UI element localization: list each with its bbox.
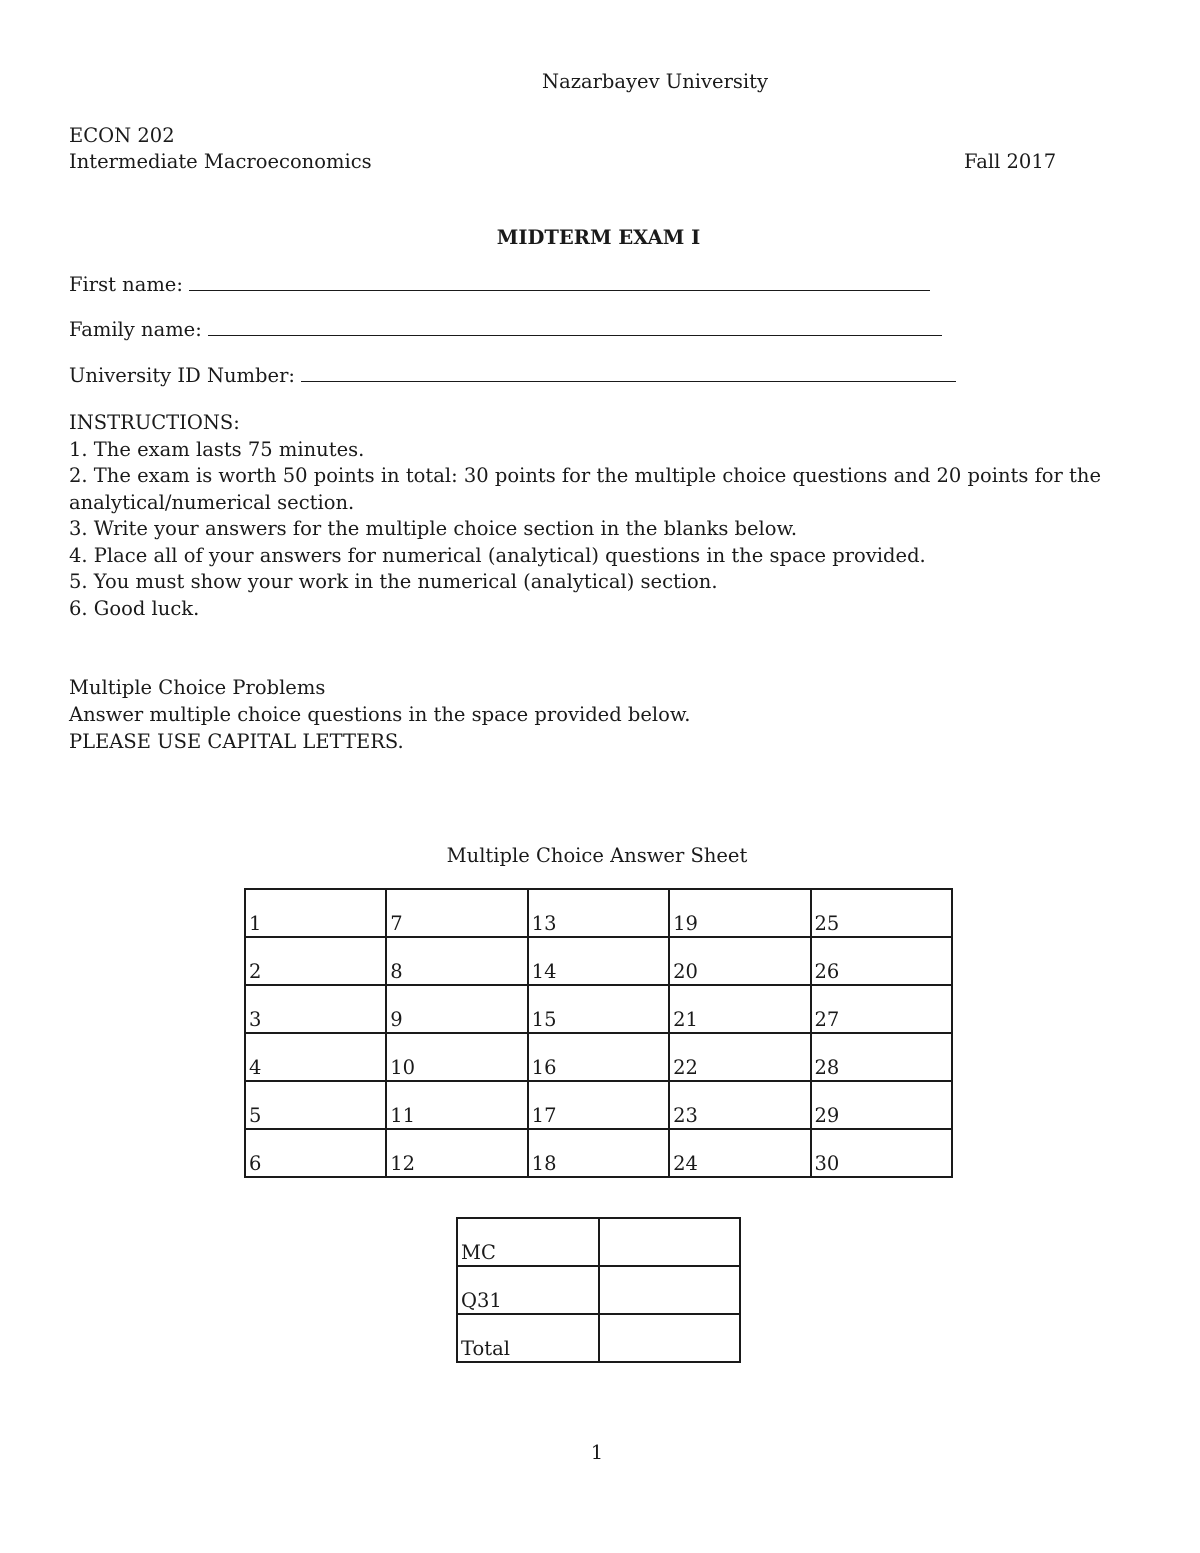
score-row	[457, 1266, 740, 1314]
instructions-heading: INSTRUCTIONS:	[69, 411, 240, 434]
answer-row	[245, 1081, 952, 1129]
answer-cell[interactable]: 8	[386, 937, 527, 985]
answer-cell[interactable]: 4	[245, 1033, 386, 1081]
page-number: 1	[590, 1441, 604, 1464]
answer-row	[245, 1129, 952, 1177]
answer-cell[interactable]: 19	[669, 889, 810, 937]
course-name: Intermediate Macroeconomics	[69, 150, 372, 173]
answer-sheet-table	[244, 888, 953, 1178]
answer-cell[interactable]: 22	[669, 1033, 810, 1081]
answer-row	[245, 937, 952, 985]
score-row	[457, 1314, 740, 1362]
mc-heading: Multiple Choice Problems	[69, 676, 326, 699]
answer-cell[interactable]: 17	[528, 1081, 669, 1129]
answer-cell[interactable]: 9	[386, 985, 527, 1033]
answer-cell[interactable]: 25	[811, 889, 952, 937]
score-table	[456, 1217, 741, 1363]
answer-cell[interactable]: 26	[811, 937, 952, 985]
answer-cell[interactable]: 12	[386, 1129, 527, 1177]
exam-title: MIDTERM EXAM I	[496, 226, 701, 249]
instructions	[69, 410, 1139, 622]
answer-cell[interactable]: 29	[811, 1081, 952, 1129]
answer-cell[interactable]: 1	[245, 889, 386, 937]
answer-cell[interactable]: 3	[245, 985, 386, 1033]
instruction-item: 2. The exam is worth 50 points in total: 30 points for the multiple choice questions and 20 points for the analytical/numerical section.	[69, 464, 1101, 514]
instruction-item: 6. Good luck.	[69, 596, 200, 620]
university-name: Nazarbayev University	[542, 70, 768, 93]
answer-cell[interactable]: 6	[245, 1129, 386, 1177]
answer-cell[interactable]: 2	[245, 937, 386, 985]
university-id-line[interactable]	[301, 377, 956, 382]
answer-cell[interactable]: 18	[528, 1129, 669, 1177]
answer-cell[interactable]: 30	[811, 1129, 952, 1177]
score-label: MC	[457, 1218, 599, 1266]
answer-cell[interactable]: 27	[811, 985, 952, 1033]
score-row	[457, 1218, 740, 1266]
mc-line: PLEASE USE CAPITAL LETTERS.	[69, 730, 404, 753]
course-code: ECON 202	[69, 124, 175, 147]
answer-row	[245, 889, 952, 937]
answer-cell[interactable]: 21	[669, 985, 810, 1033]
answer-cell[interactable]: 11	[386, 1081, 527, 1129]
first-name-label: First name:	[69, 273, 183, 296]
instruction-item: 4. Place all of your answers for numerical (analytical) questions in the space provided.	[69, 543, 926, 567]
answer-cell[interactable]: 15	[528, 985, 669, 1033]
mc-line: Answer multiple choice questions in the space provided below.	[69, 703, 691, 726]
first-name-line[interactable]	[189, 286, 930, 291]
university-id-label: University ID Number:	[69, 364, 295, 387]
answer-cell[interactable]: 24	[669, 1129, 810, 1177]
score-value[interactable]	[599, 1218, 740, 1266]
answer-cell[interactable]: 16	[528, 1033, 669, 1081]
answer-cell[interactable]: 14	[528, 937, 669, 985]
answer-sheet-title: Multiple Choice Answer Sheet	[446, 844, 748, 867]
university-id-field[interactable]	[69, 366, 956, 386]
answer-cell[interactable]: 20	[669, 937, 810, 985]
answer-cell[interactable]: 13	[528, 889, 669, 937]
first-name-field[interactable]	[69, 275, 930, 295]
score-value[interactable]	[599, 1314, 740, 1362]
score-label: Q31	[457, 1266, 599, 1314]
answer-cell[interactable]: 28	[811, 1033, 952, 1081]
instruction-item: 5. You must show your work in the numerical (analytical) section.	[69, 570, 718, 593]
family-name-label: Family name:	[69, 318, 202, 341]
score-label: Total	[457, 1314, 599, 1362]
score-value[interactable]	[599, 1266, 740, 1314]
instruction-item: 3. Write your answers for the multiple choice section in the blanks below.	[69, 517, 798, 540]
answer-cell[interactable]: 7	[386, 889, 527, 937]
family-name-line[interactable]	[208, 331, 942, 336]
answer-row	[245, 985, 952, 1033]
answer-cell[interactable]: 10	[386, 1033, 527, 1081]
answer-cell[interactable]: 23	[669, 1081, 810, 1129]
answer-row	[245, 1033, 952, 1081]
family-name-field[interactable]	[69, 320, 942, 340]
multiple-choice-intro	[69, 674, 690, 755]
term: Fall 2017	[964, 150, 1057, 173]
instruction-item: 1. The exam lasts 75 minutes.	[69, 437, 365, 461]
answer-cell[interactable]: 5	[245, 1081, 386, 1129]
